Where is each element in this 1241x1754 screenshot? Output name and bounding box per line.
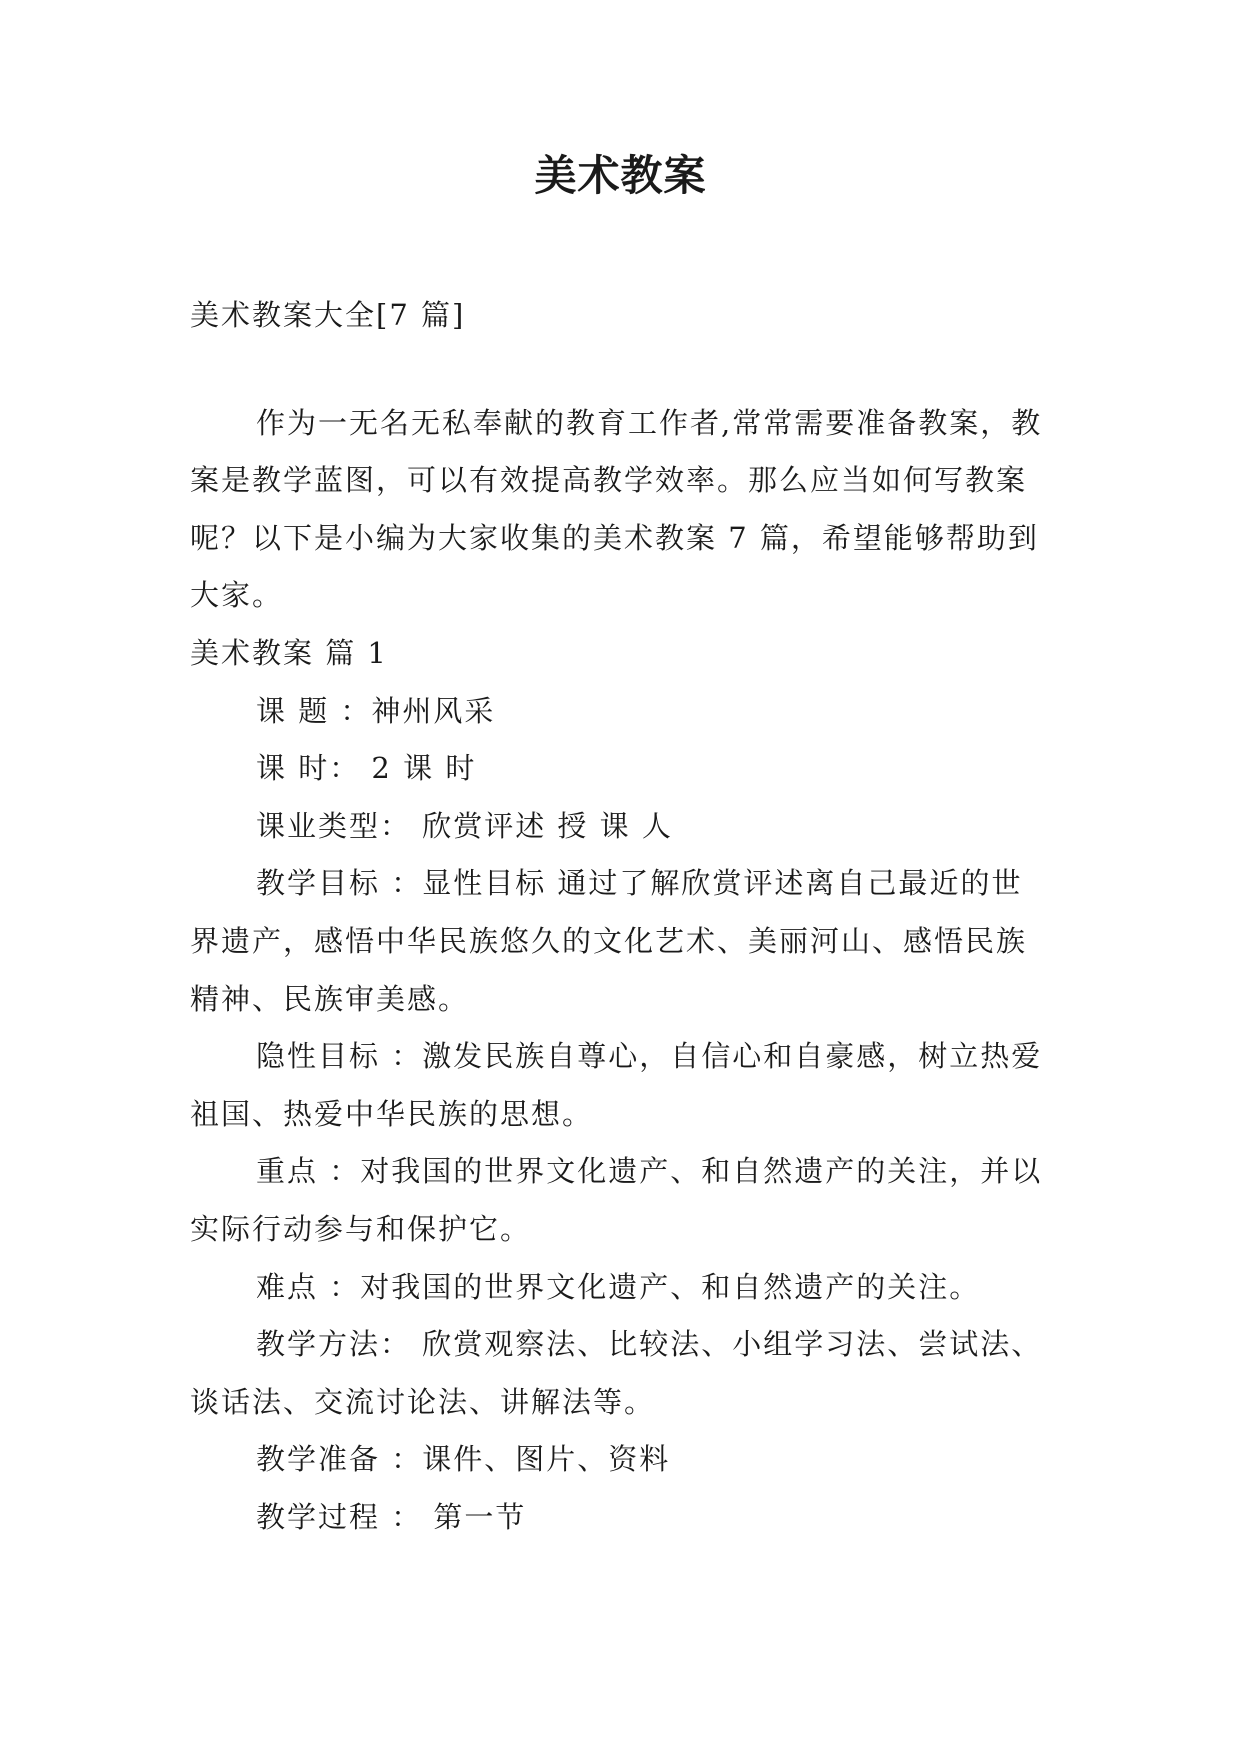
- teaching-methods-paragraph: 教学方法： 欣赏观察法、比较法、小组学习法、尝试法、谈话法、交流讨论法、讲解法等。: [190, 1327, 1043, 1419]
- topic-line: 课 题 ：神州风采: [256, 693, 496, 728]
- teaching-process-line: 教学过程 ： 第一节: [256, 1499, 527, 1534]
- document-title: 美术教案: [534, 151, 707, 200]
- intro-paragraph: 作为一无名无私奉献的教育工作者,常常需要准备教案，教案是教学蓝图，可以有效提高教学效率。那么应当如何写教案呢？以下是小编为大家收集的美术教案 7 篇，希望能够帮助到大家。: [190, 405, 1043, 613]
- key-point-paragraph: 重点 ：对我国的世界文化遗产、和自然遗产的关注，并以实际行动参与和保护它。: [190, 1154, 1043, 1246]
- document-body: [190, 287, 1052, 1546]
- teaching-goals-paragraph: 教学目标 ：显性目标 通过了解欣赏评述离自己最近的世界遗产，感悟中华民族悠久的文化艺术、美丽河山、感悟民族精神、民族审美感。: [190, 866, 1028, 1016]
- hours-line: 课 时： 2 课 时: [256, 751, 477, 786]
- section-heading: 美术教案 篇 1: [190, 635, 388, 670]
- document-subtitle: 美术教案大全[7 篇]: [190, 298, 466, 332]
- teaching-preparation-line: 教学准备 ：课件、图片、资料: [256, 1442, 671, 1477]
- hidden-goals-paragraph: 隐性目标 ：激发民族自尊心，自信心和自豪感，树立热爱祖国、热爱中华民族的思想。: [190, 1039, 1043, 1131]
- difficulty-line: 难点 ：对我国的世界文化遗产、和自然遗产的关注。: [256, 1269, 981, 1304]
- lesson-type-line: 课业类型： 欣赏评述 授 课 人: [256, 808, 673, 843]
